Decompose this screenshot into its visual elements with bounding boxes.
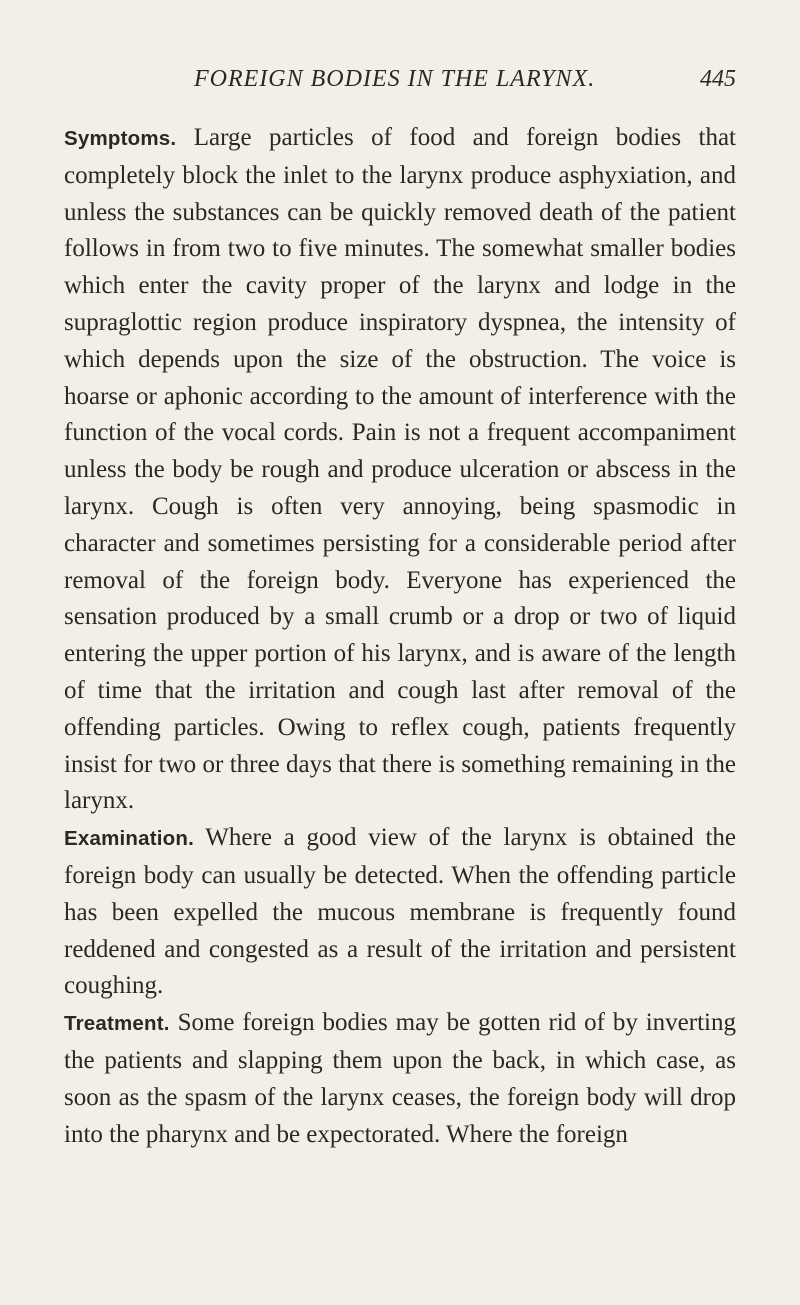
paragraph-examination [64,820,736,1005]
book-page [64,0,736,1305]
section-lead-treatment: Treatment. [64,1012,170,1036]
running-title: FOREIGN BODIES IN THE LARYNX. [194,66,596,92]
section-lead-examination: Examination. [64,827,194,851]
running-head [64,66,736,100]
body-text [64,120,736,1153]
paragraph-symptoms [64,120,736,820]
paragraph-text-treatment: Some foreign bodies may be gotten rid of by inverting the patients and slapping them upon the back, in which case, as soon as the spasm of the larynx ceases, the foreign body will drop into the pharynx and be expectorated. Where the foreign [64,1009,736,1148]
paragraph-text-examination: Where a good view of the larynx is obtained the foreign body can usually be detected. When the offending particle has been expelled the mucous membrane is frequently found reddened and congested as a result of the irritation and persistent coughing. [64,824,736,1000]
section-lead-symptoms: Symptoms. [64,127,177,150]
paragraph-text-symptoms: Large particles of food and foreign bodies that completely block the inlet to the larynx produce asphyxiation, and unless the substances can be quickly removed death of the patient follows in from two to five minutes. The somewhat smaller bodies which enter the cavity proper of the larynx and lodge in the supraglottic region produce inspiratory dyspnea, the intensity of which depends upon the size of the obstruction. The voice is hoarse or aphonic according to the amount of interference with the function of the vocal cords. Pain is not a frequent accompaniment unless the body be rough and produce ulceration or abscess in the larynx. Cough is often very annoying, being spasmodic in character and sometimes persisting for a considerable period after removal of the foreign body. Everyone has experienced the sensation produced by a small crumb or a drop or two of liquid entering the upper portion of his larynx, and is aware of the length of time that the irritation and cough last after removal of the offending particles. Owing to reflex cough, patients frequently insist for two or three days that there is something remaining in the larynx. [64,124,736,815]
page-number: 445 [700,66,736,92]
paragraph-treatment [64,1005,736,1153]
